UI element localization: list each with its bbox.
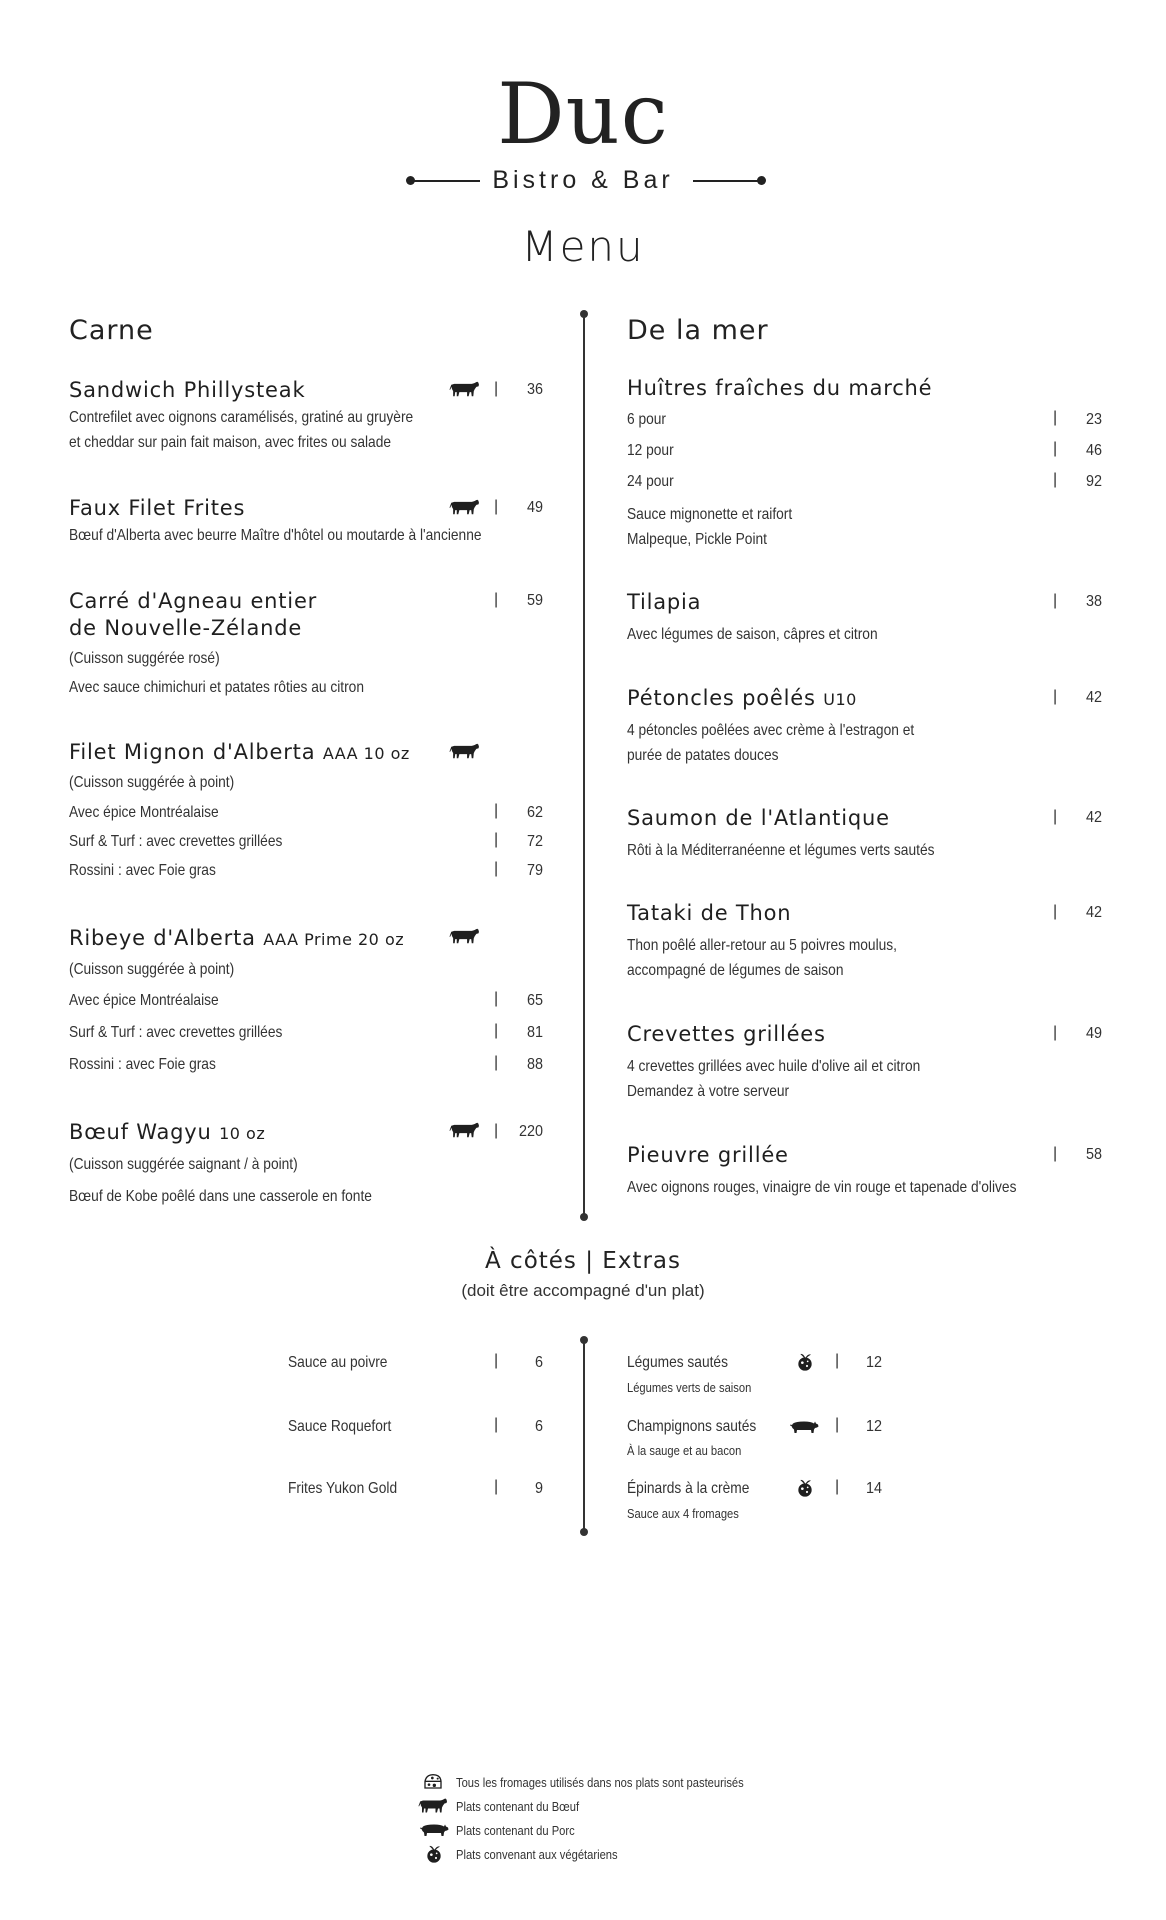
extra-price: 9 (534, 1480, 543, 1497)
option-price: 62 (526, 804, 543, 821)
price-separator: | (835, 1478, 840, 1495)
item-name: Tataki de Thon (627, 901, 792, 925)
price-separator: | (1053, 808, 1058, 825)
pig-icon (789, 1419, 819, 1435)
cow-icon (449, 1121, 480, 1139)
item-price: 42 (1085, 689, 1102, 706)
price-separator: | (494, 591, 499, 608)
cow-icon (449, 927, 480, 945)
price-separator: | (494, 1478, 499, 1495)
option-label: Avec épice Montréalaise (69, 804, 219, 821)
extra-name: Sauce au poivre (288, 1354, 388, 1371)
item-price: 49 (526, 499, 543, 516)
cow-icon (449, 380, 480, 398)
item-spec: AAA Prime 20 oz (263, 930, 405, 949)
item-spec: AAA 10 oz (322, 744, 410, 763)
extra-name: Champignons sautés (627, 1418, 757, 1435)
item-name-text: Bœuf Wagyu (69, 1120, 212, 1144)
option-label: Avec épice Montréalaise (69, 992, 219, 1009)
extras-title: À côtés | Extras (485, 1248, 681, 1274)
section-title-mer: De la mer (627, 315, 769, 346)
item-spec: 10 oz (219, 1124, 266, 1143)
item-description: (Cuisson suggérée rosé) (69, 650, 220, 667)
extras-subtitle: (doit être accompagné d'un plat) (461, 1281, 705, 1300)
item-name-text: Ribeye d'Alberta (69, 926, 256, 950)
option-label: Surf & Turf : avec crevettes grillées (69, 1024, 283, 1041)
vegetable-icon (795, 1352, 815, 1372)
cow-icon (449, 742, 480, 760)
price-separator: | (1053, 409, 1058, 426)
vegetable-icon (424, 1844, 444, 1864)
extra-price: 6 (534, 1418, 543, 1435)
item-description: purée de patates douces (627, 747, 779, 764)
item-description: Bœuf d'Alberta avec beurre Maître d'hôtel ou moutarde à l'ancienne (69, 527, 482, 544)
extras-divider (583, 1340, 585, 1532)
price-separator: | (494, 1022, 499, 1039)
option-label: 6 pour (627, 411, 667, 428)
option-label: Rossini : avec Foie gras (69, 1056, 216, 1073)
item-price: 58 (1085, 1146, 1102, 1163)
item-name: Saumon de l'Atlantique (627, 806, 890, 830)
option-label: Rossini : avec Foie gras (69, 862, 216, 879)
ornament-dot-right (757, 176, 766, 185)
vegetable-icon (795, 1478, 815, 1498)
item-name-text: Pétoncles poêlés (627, 686, 816, 710)
item-name (69, 926, 404, 950)
extra-price: 12 (865, 1354, 882, 1371)
item-name: Faux Filet Frites (69, 496, 246, 520)
menu-title: Menu (521, 222, 645, 271)
extra-description: Sauce aux 4 fromages (627, 1506, 739, 1521)
item-name: Huîtres fraîches du marché (627, 376, 933, 400)
extra-price: 6 (534, 1354, 543, 1371)
option-price: 72 (526, 833, 543, 850)
option-price: 79 (526, 862, 543, 879)
item-description: Sauce mignonette et raifort (627, 506, 793, 523)
price-separator: | (494, 802, 499, 819)
item-name: Pieuvre grillée (627, 1143, 789, 1167)
item-name-text: Filet Mignon d'Alberta (69, 740, 316, 764)
item-description: 4 pétoncles poêlées avec crème à l'estragon et (627, 722, 915, 739)
price-separator: | (494, 1054, 499, 1071)
price-separator: | (494, 1122, 499, 1139)
price-separator: | (1053, 440, 1058, 457)
extra-name: Frites Yukon Gold (288, 1480, 398, 1497)
item-spec: U10 (823, 690, 857, 709)
extra-price: 12 (865, 1418, 882, 1435)
price-separator: | (494, 990, 499, 1007)
price-separator: | (494, 831, 499, 848)
item-price: 42 (1085, 809, 1102, 826)
option-price: 23 (1085, 411, 1102, 428)
price-separator: | (1053, 592, 1058, 609)
item-description: Avec oignons rouges, vinaigre de vin rouge et tapenade d'olives (627, 1179, 1017, 1196)
brand-subtitle: Bistro & Bar (492, 166, 674, 194)
option-price: 46 (1085, 442, 1102, 459)
legend-pork-text: Plats contenant du Porc (456, 1823, 575, 1838)
column-divider (583, 314, 585, 1218)
extra-price: 14 (865, 1480, 882, 1497)
item-price: 220 (518, 1123, 543, 1140)
extra-description: À la sauge et au bacon (627, 1443, 742, 1458)
item-name (627, 686, 857, 710)
section-title-carne: Carne (69, 315, 154, 346)
item-description: Demandez à votre serveur (627, 1083, 790, 1100)
item-name: Crevettes grillées (627, 1022, 826, 1046)
legend-vegetarian-text: Plats convenant aux végétariens (456, 1847, 618, 1862)
option-label: Surf & Turf : avec crevettes grillées (69, 833, 283, 850)
price-separator: | (1053, 471, 1058, 488)
price-separator: | (1053, 1145, 1058, 1162)
item-price: 38 (1085, 593, 1102, 610)
item-name (69, 740, 410, 764)
price-separator: | (835, 1416, 840, 1433)
pig-icon (419, 1822, 449, 1838)
option-label: 24 pour (627, 473, 674, 490)
item-name (69, 1120, 265, 1144)
item-description: Contrefilet avec oignons caramélisés, gratiné au gruyère (69, 409, 414, 426)
cow-icon (418, 1797, 448, 1814)
price-separator: | (1053, 1024, 1058, 1041)
legend-cheese-text: Tous les fromages utilisés dans nos plats sont pasteurisés (456, 1775, 744, 1790)
price-separator: | (494, 1352, 499, 1369)
extras-divider-dot-bottom (580, 1528, 588, 1536)
item-name: de Nouvelle-Zélande (69, 616, 303, 640)
option-label: 12 pour (627, 442, 674, 459)
legend-beef-text: Plats contenant du Bœuf (456, 1799, 580, 1814)
price-separator: | (835, 1352, 840, 1369)
item-name: Tilapia (627, 590, 702, 614)
divider-dot-bottom (580, 1213, 588, 1221)
price-separator: | (494, 1416, 499, 1433)
extra-name: Épinards à la crème (627, 1480, 750, 1497)
price-separator: | (1053, 903, 1058, 920)
extra-name: Sauce Roquefort (288, 1418, 392, 1435)
option-price: 88 (526, 1056, 543, 1073)
item-name: Carré d'Agneau entier (69, 589, 318, 613)
item-description: accompagné de légumes de saison (627, 962, 844, 979)
item-description: (Cuisson suggérée à point) (69, 961, 235, 978)
option-price: 81 (526, 1024, 543, 1041)
option-price: 92 (1085, 473, 1102, 490)
cheese-icon (423, 1772, 443, 1792)
price-separator: | (494, 380, 499, 397)
cow-icon (449, 498, 480, 516)
brand-title: Duc (497, 65, 669, 163)
option-price: 65 (526, 992, 543, 1009)
item-description: Avec sauce chimichuri et patates rôties au citron (69, 679, 364, 696)
item-description: (Cuisson suggérée à point) (69, 774, 235, 791)
item-description: 4 crevettes grillées avec huile d'olive ail et citron (627, 1058, 921, 1075)
item-description: Malpeque, Pickle Point (627, 531, 767, 548)
brand-subtitle-row (0, 166, 1166, 202)
extra-description: Légumes verts de saison (627, 1380, 752, 1395)
price-separator: | (494, 860, 499, 877)
item-description: Bœuf de Kobe poêlé dans une casserole en fonte (69, 1188, 372, 1205)
item-description: Avec légumes de saison, câpres et citron (627, 626, 878, 643)
price-separator: | (1053, 688, 1058, 705)
extra-name: Légumes sautés (627, 1354, 728, 1371)
item-description: Thon poêlé aller-retour au 5 poivres moulus, (627, 937, 897, 954)
item-description: Rôti à la Méditerranéenne et légumes verts sautés (627, 842, 935, 859)
price-separator: | (494, 498, 499, 515)
item-name: Sandwich Phillysteak (69, 378, 306, 402)
ornament-line-right (693, 180, 759, 182)
item-description: (Cuisson suggérée saignant / à point) (69, 1156, 298, 1173)
item-price: 59 (526, 592, 543, 609)
item-price: 36 (526, 381, 543, 398)
item-description: et cheddar sur pain fait maison, avec frites ou salade (69, 434, 392, 451)
item-price: 42 (1085, 904, 1102, 921)
item-price: 49 (1085, 1025, 1102, 1042)
